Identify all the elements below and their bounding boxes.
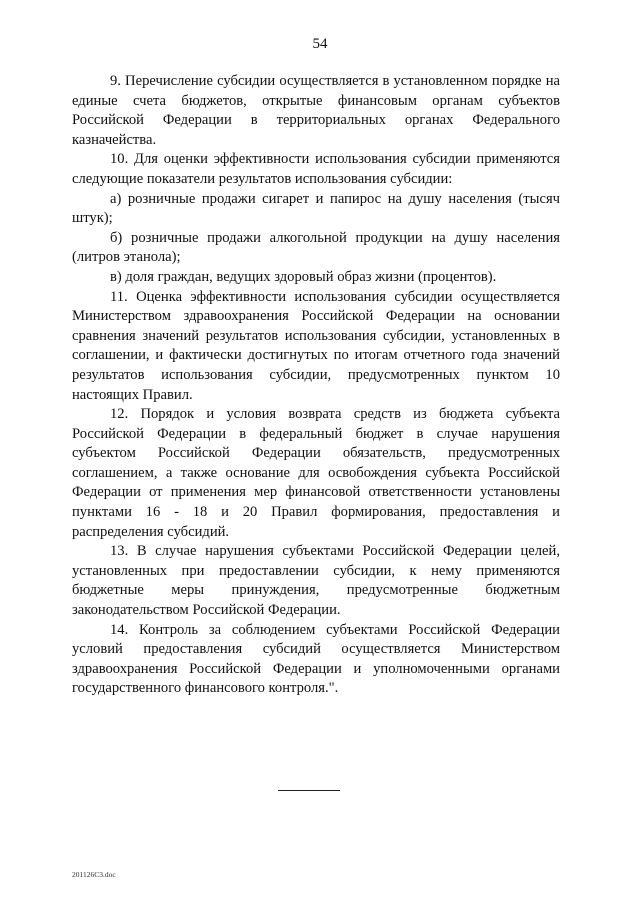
footer-file-code: 201126C3.doc — [72, 870, 116, 879]
paragraph-11: 11. Оценка эффективности использования субсидии осуществляется Министерством здравоохранения Российской Федерации на основании сравнения значений результатов использования субсидии, установленных в соглашении, и фактически достигнутых по итогам отчетного года значений результатов использования субсидии, предусмотренных пунктом 10 настоящих Правил. — [72, 288, 560, 403]
page-number: 54 — [312, 36, 328, 52]
document-body — [72, 72, 560, 699]
paragraph-10-b: б) розничные продажи алкогольной продукции на душу населения (литров этанола); — [72, 229, 560, 266]
paragraph-10-v: в) доля граждан, ведущих здоровый образ жизни (процентов). — [110, 268, 497, 285]
paragraph-10: 10. Для оценки эффективности использования субсидии применяются следующие показатели результатов использования субсидии: — [72, 151, 560, 187]
paragraph-13: 13. В случае нарушения субъектами Российской Федерации целей, установленных при предоставлении субсидии, к нему применяются бюджетные меры принуждения, предусмотренные бюджетным законодательством Российской Федерации. — [72, 543, 560, 619]
paragraph-14: 14. Контроль за соблюдением субъектами Российской Федерации условий предоставления субсидий осуществляется Министерством здравоохранения Российской Федерации и уполномоченными органами государственного финансового контроля.". — [72, 621, 560, 697]
paragraph-9: 9. Перечисление субсидии осуществляется в установленном порядке на единые счета бюджетов, открытые финансовым органам субъектов Российской Федерации в территориальных органах Федерального казначейства. — [72, 73, 560, 148]
paragraph-12: 12. Порядок и условия возврата средств из бюджета субъекта Российской Федерации в федеральный бюджет в случае нарушения субъектом Российской Федерации обязательств, предусмотренных соглашением, а также основание для освобождения субъекта Российской Федерации от применения мер финансовой ответственности установлены пунктами 16 - 18 и 20 Правил формирования, предоставления и распределения субсидий. — [72, 406, 560, 540]
paragraph-10-a: а) розничные продажи сигарет и папирос на душу населения (тысяч штук); — [72, 190, 560, 227]
end-separator-line — [278, 790, 340, 791]
